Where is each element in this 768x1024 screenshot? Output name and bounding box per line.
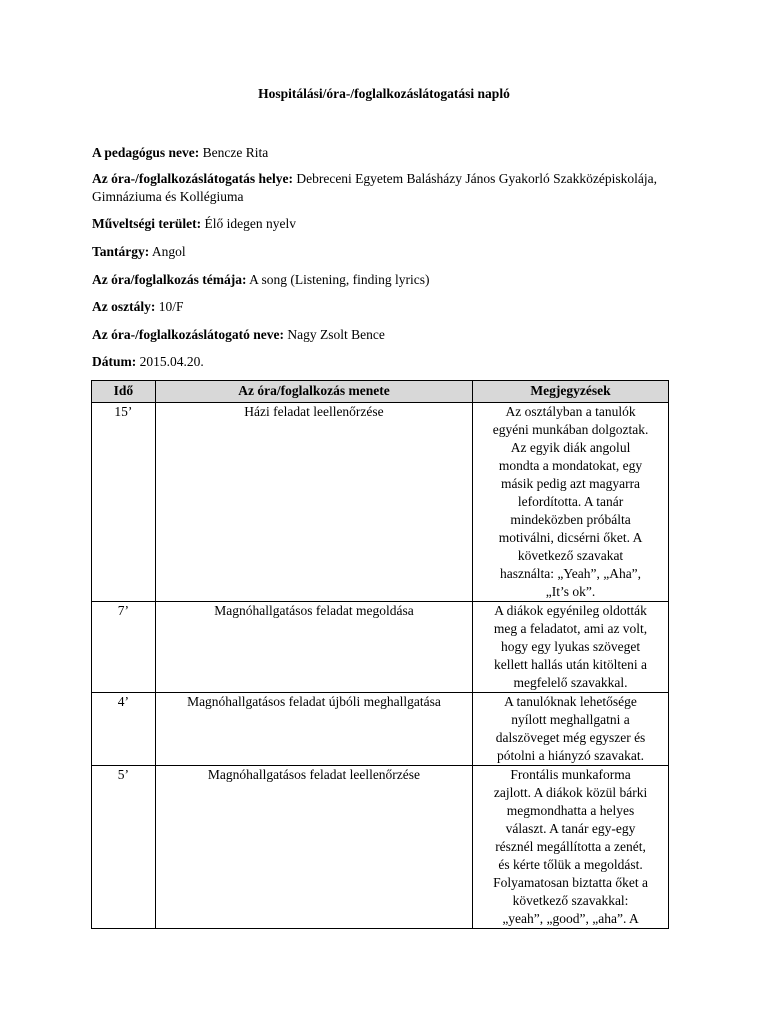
field-lesson-topic (92, 271, 682, 289)
field-label: Az óra-/foglalkozáslátogató neve: (92, 327, 284, 342)
field-label: Az óra/foglalkozás témája: (92, 272, 247, 287)
field-label: Az osztály: (92, 299, 156, 314)
page-title: Hospitálási/óra-/foglalkozáslátogatási napló (258, 86, 510, 101)
note-text: A diákok egyénileg oldották meg a feladatot, ami az volt, hogy egy lyukas szöveget kellett hallás után kitölteni a megfelelő szavakkal. (493, 603, 648, 690)
field-value: 2015.04.20. (139, 354, 204, 369)
field-value: Bencze Rita (202, 145, 269, 160)
table-row (92, 403, 669, 602)
table-header-row (92, 381, 669, 403)
column-header-notes: Megjegyzések (473, 381, 669, 403)
lesson-log-table (91, 380, 669, 929)
field-visitor-name (92, 326, 682, 344)
field-class (92, 298, 682, 316)
field-date (92, 353, 682, 371)
column-header-time: Idő (92, 381, 156, 403)
time-cell: 15’ (92, 403, 156, 602)
column-header-activity: Az óra/foglalkozás menete (155, 381, 472, 403)
field-label: Műveltségi terület: (92, 216, 202, 231)
field-value: A song (Listening, finding lyrics) (249, 272, 430, 287)
table-row (92, 693, 669, 766)
field-label: Az óra-/foglalkozáslátogatás helye: (92, 171, 293, 186)
note-cell (473, 693, 669, 766)
note-text: Frontális munkaforma zajlott. A diákok közül bárki megmondhatta a helyes választ. A tanár egy-egy résznél megállította a zenét, és kérte tőlük a megoldást. Folyamatosan biztatta őket a következő szavakkal: „yeah”, „good”, „aha”. A (493, 767, 648, 926)
activity-cell: Magnóhallgatásos feladat megoldása (155, 602, 472, 693)
field-value: Angol (151, 244, 186, 259)
field-teacher-name (92, 144, 682, 162)
field-label: Dátum: (92, 354, 137, 369)
field-value: Nagy Zsolt Bence (287, 327, 385, 342)
note-cell (473, 766, 669, 929)
table-row (92, 766, 669, 929)
table-row (92, 602, 669, 693)
field-label: Tantárgy: (92, 244, 150, 259)
field-value: Debreceni Egyetem Balásházy János Gyakorló Szakközépiskolája, Gimnáziuma és Kollégiuma (92, 171, 657, 204)
field-value: 10/F (158, 299, 184, 314)
activity-cell: Magnóhallgatásos feladat leellenőrzése (155, 766, 472, 929)
activity-cell: Magnóhallgatásos feladat újbóli meghallgatása (155, 693, 472, 766)
time-cell: 5’ (92, 766, 156, 929)
note-cell (473, 403, 669, 602)
note-text: Az osztályban a tanulók egyéni munkában dolgoztak. Az egyik diák angolul mondta a mondatokat, egy másik pedig azt magyarra lefordította. A tanár mindeközben próbálta motiválni, dicsérni őket. A következő szavakat használta: „Yeah”, „Aha”, „It’s ok”. (492, 404, 649, 599)
field-value: Élő idegen nyelv (204, 216, 296, 231)
activity-cell: Házi feladat leellenőrzése (155, 403, 472, 602)
field-label: A pedagógus neve: (92, 145, 200, 160)
field-subject-area (92, 215, 682, 233)
time-cell: 7’ (92, 602, 156, 693)
field-subject (92, 243, 682, 261)
note-text: A tanulóknak lehetősége nyílott meghallgatni a dalszöveget még egyszer és pótolni a hiányzó szavakat. (495, 694, 646, 763)
field-visit-location (92, 170, 682, 206)
note-cell (473, 602, 669, 693)
time-cell: 4’ (92, 693, 156, 766)
